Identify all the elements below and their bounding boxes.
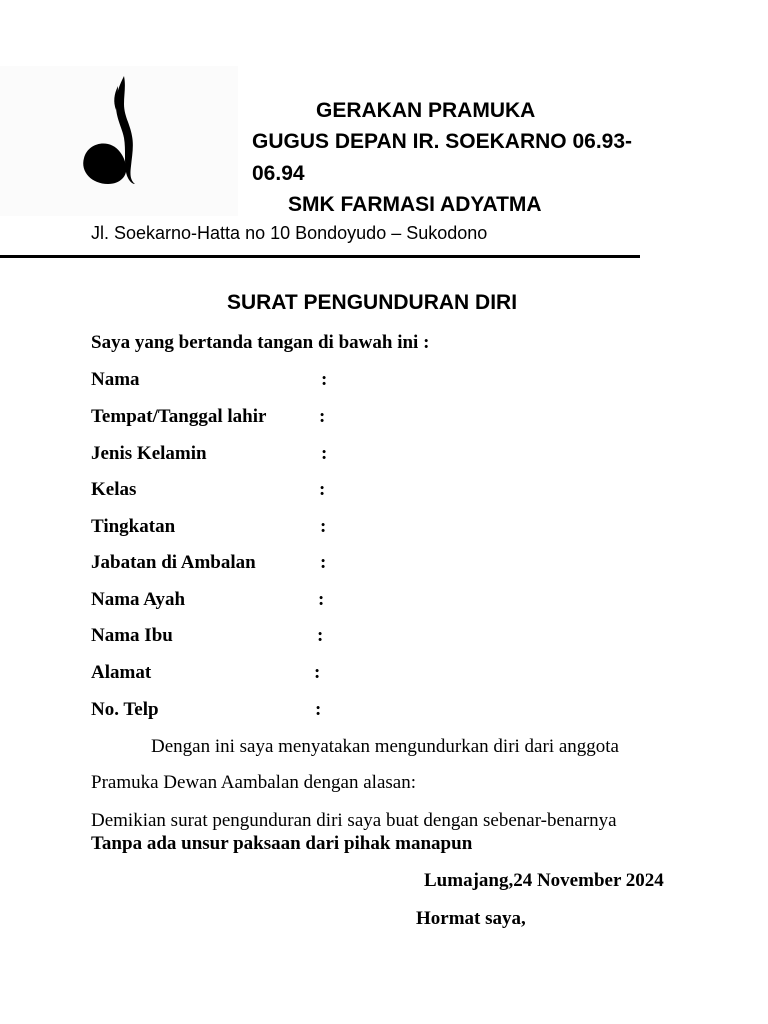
- field-jabatan-di-ambalan: [91, 550, 391, 576]
- field-colon: :: [315, 699, 322, 720]
- field-label: Nama Ibu: [91, 625, 173, 646]
- field-nama-ayah: [91, 587, 391, 613]
- field-tempat-tanggal-lahir: [91, 404, 391, 430]
- closing-bold-line: Tanpa ada unsur paksaan dari pihak manapun: [91, 833, 473, 854]
- field-colon: :: [320, 552, 327, 573]
- field-colon: :: [319, 479, 326, 500]
- field-colon: :: [314, 662, 321, 683]
- closing-line: Demikian surat pengunduran diri saya buat dengan sebenar-benarnya: [91, 810, 617, 831]
- org-name-heading: GERAKAN PRAMUKA: [316, 99, 536, 122]
- gugus-depan-heading: GUGUS DEPAN IR. SOEKARNO 06.93-: [252, 130, 633, 153]
- statement-line-1: Dengan ini saya menyatakan mengundurkan diri dari anggota: [151, 736, 619, 757]
- regards-text: Hormat saya,: [416, 908, 526, 929]
- field-label: Tempat/Tanggal lahir: [91, 406, 267, 427]
- field-label: No. Telp: [91, 699, 159, 720]
- field-colon: :: [317, 625, 324, 646]
- field-no-telp: [91, 697, 391, 723]
- tunas-kelapa-logo-icon: [80, 74, 140, 188]
- field-label: Jenis Kelamin: [91, 443, 207, 464]
- field-nama: [91, 367, 391, 393]
- intro-text: Saya yang bertanda tangan di bawah ini :: [91, 332, 430, 353]
- field-colon: :: [319, 406, 326, 427]
- field-alamat: [91, 660, 391, 686]
- field-label: Nama Ayah: [91, 589, 186, 610]
- gugus-depan-number: 06.94: [252, 162, 305, 185]
- field-colon: :: [321, 443, 328, 464]
- field-label: Alamat: [91, 662, 152, 683]
- field-label: Jabatan di Ambalan: [91, 552, 256, 573]
- field-kelas: [91, 477, 391, 503]
- field-label: Kelas: [91, 479, 137, 500]
- field-nama-ibu: [91, 623, 391, 649]
- field-colon: :: [318, 589, 325, 610]
- field-tingkatan: [91, 514, 391, 540]
- document-title: SURAT PENGUNDURAN DIRI: [226, 291, 518, 314]
- school-name-heading: SMK FARMASI ADYATMA: [288, 193, 542, 216]
- field-label: Tingkatan: [91, 516, 176, 537]
- place-date: Lumajang,24 November 2024: [424, 870, 664, 891]
- field-label: Nama: [91, 369, 140, 390]
- address-line: Jl. Soekarno-Hatta no 10 Bondoyudo – Sukodono: [91, 223, 488, 243]
- field-colon: :: [321, 369, 328, 390]
- letterhead-divider: [0, 255, 640, 258]
- field-colon: :: [320, 516, 327, 537]
- field-jenis-kelamin: [91, 441, 391, 467]
- statement-line-2: Pramuka Dewan Aambalan dengan alasan:: [91, 772, 416, 793]
